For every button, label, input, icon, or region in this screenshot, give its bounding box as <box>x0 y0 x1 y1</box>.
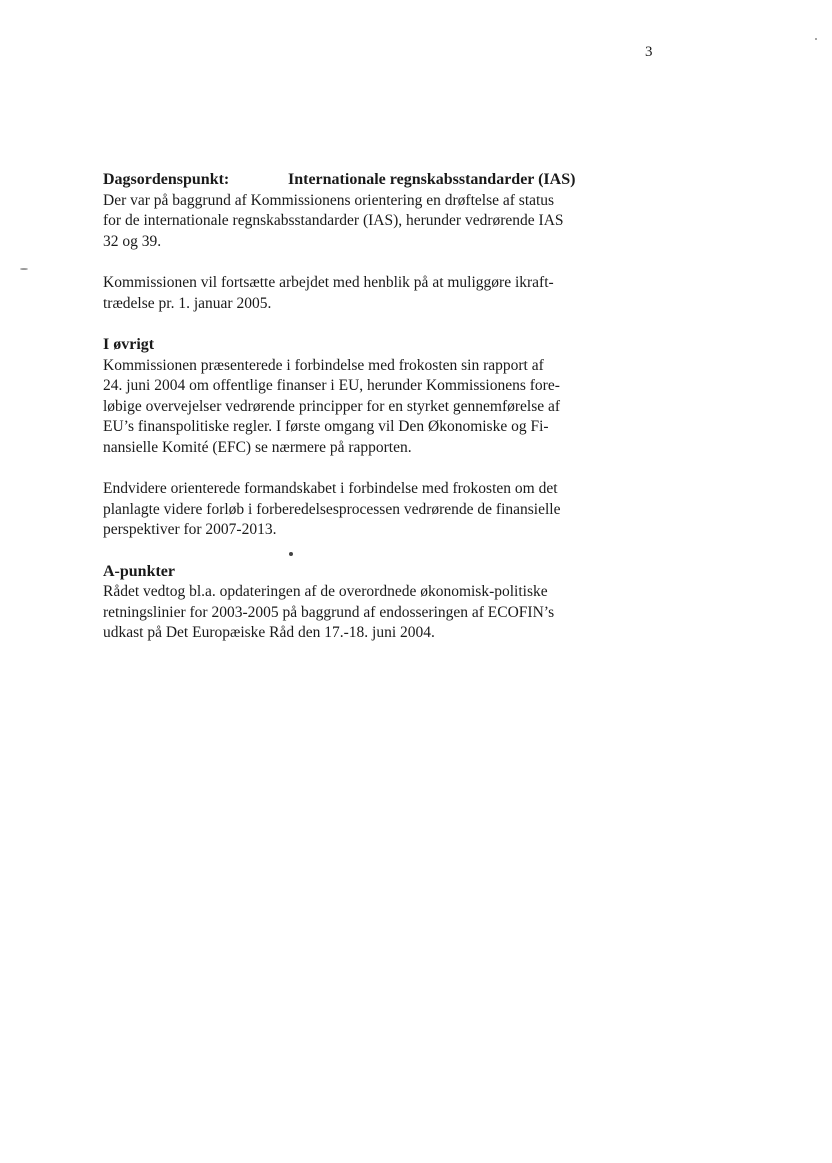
scan-speck <box>20 268 28 270</box>
a-items-paragraph-1: Rådet vedtog bl.a. opdateringen af de overordnede økonomisk-politiske retningslinier for 2003-2005 på baggrund af endosseringen af ECOFIN’s udkast på Det Europæiske Råd den 17.-18. juni 2004. <box>103 583 555 641</box>
ias-paragraph-2: Kommissionen vil fortsætte arbejdet med henblik på at muliggøre ikraft- trædelse pr. 1. januar 2005. <box>103 274 554 312</box>
scan-speck <box>815 38 817 40</box>
document-body <box>103 170 633 644</box>
other-section <box>103 335 633 541</box>
other-paragraph-2: Endvidere orienterede formandskabet i forbindelse med frokosten om det planlagte videre forløb i forberedelsesprocessen vedrørende de finansielle perspektiver for 2007-2013. <box>103 480 561 538</box>
ias-paragraph-1: Der var på baggrund af Kommissionens orientering en drøftelse af status for de internationale regnskabsstandarder (IAS), herunder vedrørende IAS 32 og 39. <box>103 191 564 250</box>
page-number: 3 <box>645 44 653 60</box>
agenda-title: Internationale regnskabsstandarder (IAS) <box>288 171 576 188</box>
ias-section <box>103 170 633 314</box>
a-items-heading: A-punkter <box>103 562 176 580</box>
other-paragraph-1: Kommissionen præsenterede i forbindelse med frokosten sin rapport af 24. juni 2004 om offentlige finanser i EU, herunder Kommissionens fore- løbige overvejelser vedrørende principper for en styrket gennemførelse af EU’s finanspolitiske regler. I første omgang vil Den Økonomiske og Fi- nansielle Komité (EFC) se nærmere på rapporten. <box>103 356 561 456</box>
agenda-heading <box>103 170 633 191</box>
agenda-label: Dagsordenspunkt: <box>103 171 230 188</box>
a-items-section <box>103 562 633 644</box>
other-heading: I øvrigt <box>103 336 155 353</box>
